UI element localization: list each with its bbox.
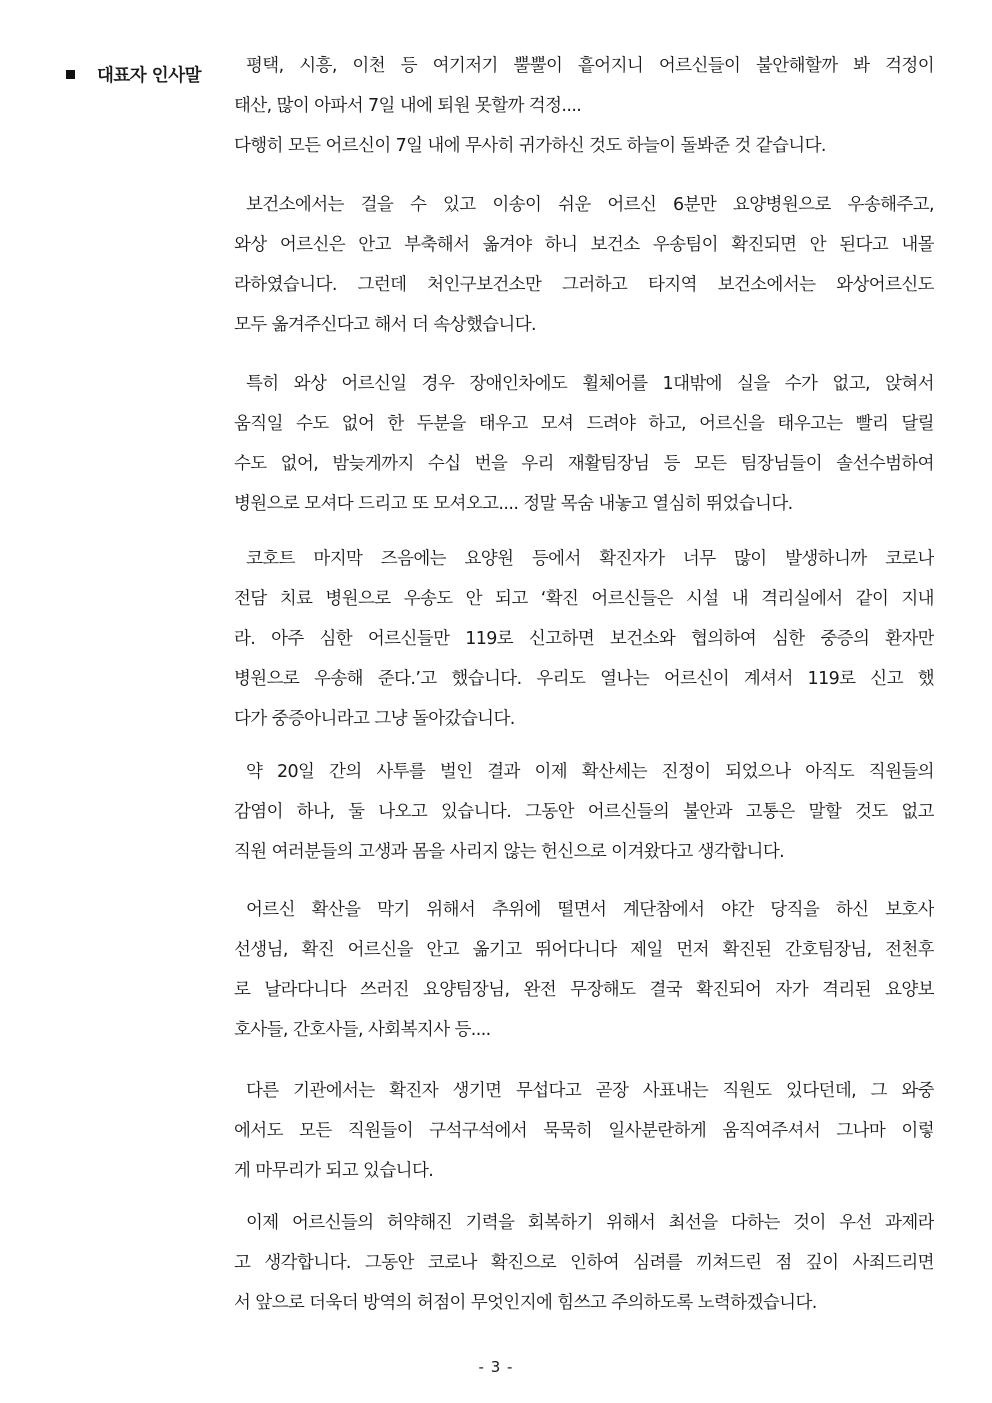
paragraph [234, 1203, 934, 1323]
text-line: 코호트 마지막 즈음에는 요양원 등에서 확진자가 너무 많이 발생하니까 코로나 [246, 549, 934, 569]
paragraph [234, 185, 934, 345]
text-line: 서 앞으로 더욱더 방역의 허점이 무엇인지에 힘쓰고 주의하도록 노력하겠습니다. [234, 1293, 817, 1313]
square-bullet-icon [66, 70, 75, 79]
section-heading [62, 62, 201, 87]
text-line: 에서도 모든 직원들이 구석구석에서 묵묵히 일사분란하게 움직여주셔서 그나마 이렇 [234, 1121, 934, 1141]
paragraph [234, 752, 934, 872]
text-line: 병원으로 우송해 준다.’고 했습니다. 우리도 열나는 어르신이 계셔서 119로 신고 했 [234, 669, 934, 689]
paragraph [234, 539, 934, 739]
text-line: 전담 치료 병원으로 우송도 안 되고 ‘확진 어르신들은 시설 내 격리실에서 같이 지내 [234, 589, 934, 609]
text-line: 특히 와상 어르신일 경우 장애인차에도 휠체어를 1대밖에 실을 수가 없고, 앉혀서 [246, 374, 934, 394]
text-line: 이제 어르신들의 허약해진 기력을 회복하기 위해서 최선을 다하는 것이 우선 과제라 [246, 1213, 934, 1233]
text-line: 고 생각합니다. 그동안 코로나 확진으로 인하여 심려를 끼쳐드린 점 깊이 사죄드리면 [234, 1253, 934, 1273]
paragraph [234, 46, 934, 166]
text-line: 라하였습니다. 그런데 처인구보건소만 그러하고 타지역 보건소에서는 와상어르신도 [234, 275, 934, 295]
paragraph [234, 890, 934, 1050]
text-line: 움직일 수도 없어 한 두분을 태우고 모셔 드려야 하고, 어르신을 태우고는 빨리 달릴 [234, 414, 934, 434]
paragraph [234, 1071, 934, 1191]
page-number: - 3 - [478, 1358, 514, 1376]
text-line: 감염이 하나, 둘 나오고 있습니다. 그동안 어르신들의 불안과 고통은 말할 것도 없고 [234, 802, 934, 822]
text-line: 다행히 모든 어르신이 7일 내에 무사히 귀가하신 것도 하늘이 돌봐준 것 같습니다. [234, 136, 826, 156]
text-line: 약 20일 간의 사투를 벌인 결과 이제 확산세는 진정이 되었으나 아직도 직원들의 [246, 762, 934, 782]
paragraph [234, 364, 934, 524]
text-line: 평택, 시흥, 이천 등 여기저기 뿔뿔이 흩어지니 어르신들이 불안해할까 봐 걱정이 [246, 56, 934, 76]
text-line: 게 마무리가 되고 있습니다. [234, 1161, 434, 1181]
letter-body [234, 46, 934, 1323]
text-line: 어르신 확산을 막기 위해서 추위에 떨면서 계단참에서 야간 당직을 하신 보호사 [246, 900, 934, 920]
text-line: 직원 여러분들의 고생과 몸을 사리지 않는 헌신으로 이겨왔다고 생각합니다. [234, 842, 785, 862]
text-line: 호사들, 간호사들, 사회복지사 등.... [234, 1020, 491, 1040]
text-line: 로 날라다니다 쓰러진 요양팀장님, 완전 무장해도 결국 확진되어 자가 격리된 요양보 [234, 980, 934, 1000]
text-line: 수도 없어, 밤늦게까지 수십 번을 우리 재활팀장님 등 모든 팀장님들이 솔선수범하여 [234, 454, 934, 474]
text-line: 다가 중증아니라고 그냥 돌아갔습니다. [234, 709, 515, 729]
section-title: 대표자 인사말 [97, 66, 202, 86]
text-line: 병원으로 모셔다 드리고 또 모셔오고.... 정말 목숨 내놓고 열심히 뛰었습니다. [234, 494, 793, 514]
text-line: 보건소에서는 걸을 수 있고 이송이 쉬운 어르신 6분만 요양병원으로 우송해주고, [246, 195, 934, 215]
text-line: 태산, 많이 아파서 7일 내에 퇴원 못할까 걱정.... [234, 96, 582, 116]
text-line: 다른 기관에서는 확진자 생기면 무섭다고 곧장 사표내는 직원도 있다던데, 그 와중 [246, 1081, 934, 1101]
text-line: 와상 어르신은 안고 부축해서 옮겨야 하니 보건소 우송팀이 확진되면 안 된다고 내몰 [234, 235, 934, 255]
text-line: 모두 옮겨주신다고 해서 더 속상했습니다. [234, 315, 536, 335]
text-line: 선생님, 확진 어르신을 안고 옮기고 뛰어다니다 제일 먼저 확진된 간호팀장님, 전천후 [234, 940, 934, 960]
text-line: 라. 아주 심한 어르신들만 119로 신고하면 보건소와 협의하여 심한 중증의 환자만 [234, 629, 934, 649]
